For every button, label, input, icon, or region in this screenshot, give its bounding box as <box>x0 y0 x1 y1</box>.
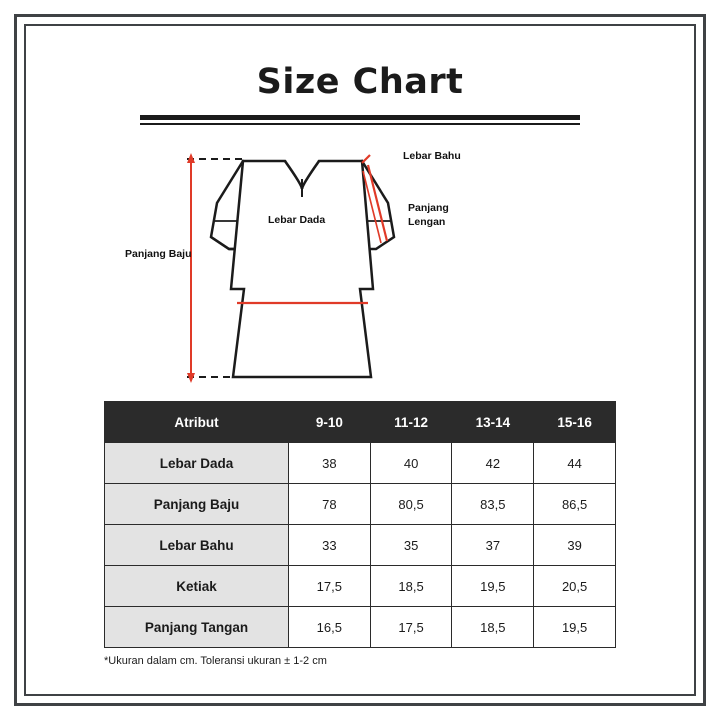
title-divider <box>140 115 580 125</box>
cell-lebar-dada-15-16: 44 <box>534 443 616 484</box>
table-row <box>105 484 616 525</box>
size-table-head <box>105 402 616 443</box>
cell-panjang-baju-13-14: 83,5 <box>452 484 534 525</box>
cell-panjang-baju-15-16: 86,5 <box>534 484 616 525</box>
label-panjang-lengan-2: Lengan <box>408 216 446 228</box>
table-row <box>105 607 616 648</box>
label-panjang-baju: Panjang Baju <box>125 248 192 260</box>
cell-panjang-tangan-11-12: 17,5 <box>370 607 452 648</box>
label-panjang-lengan-1: Panjang <box>408 202 449 214</box>
cell-ketiak-13-14: 19,5 <box>452 566 534 607</box>
cell-panjang-tangan-13-14: 18,5 <box>452 607 534 648</box>
label-lebar-bahu: Lebar Bahu <box>403 150 461 162</box>
row-label-ketiak: Ketiak <box>105 566 289 607</box>
header-attribute: Atribut <box>105 402 289 443</box>
cell-lebar-dada-13-14: 42 <box>452 443 534 484</box>
row-label-lebar-bahu: Lebar Bahu <box>105 525 289 566</box>
cell-lebar-bahu-11-12: 35 <box>370 525 452 566</box>
row-label-panjang-baju: Panjang Baju <box>105 484 289 525</box>
size-table <box>104 401 616 648</box>
table-row <box>105 443 616 484</box>
label-lebar-dada: Lebar Dada <box>268 214 326 226</box>
cell-lebar-bahu-9-10: 33 <box>288 525 370 566</box>
header-size-9-10: 9-10 <box>288 402 370 443</box>
cell-panjang-tangan-15-16: 19,5 <box>534 607 616 648</box>
header-size-11-12: 11-12 <box>370 402 452 443</box>
header-size-13-14: 13-14 <box>452 402 534 443</box>
row-label-panjang-tangan: Panjang Tangan <box>105 607 289 648</box>
cell-lebar-dada-11-12: 40 <box>370 443 452 484</box>
cell-panjang-baju-9-10: 78 <box>288 484 370 525</box>
table-row <box>105 525 616 566</box>
size-table-body <box>105 443 616 648</box>
shoulder-width-measure-line <box>362 155 370 163</box>
cell-ketiak-11-12: 18,5 <box>370 566 452 607</box>
measurement-note: *Ukuran dalam cm. Toleransi ukuran ± 1-2 cm <box>104 655 327 667</box>
size-table-container <box>34 401 686 667</box>
table-header-row <box>105 402 616 443</box>
row-label-lebar-dada: Lebar Dada <box>105 443 289 484</box>
cell-ketiak-9-10: 17,5 <box>288 566 370 607</box>
cell-panjang-tangan-9-10: 16,5 <box>288 607 370 648</box>
cell-panjang-baju-11-12: 80,5 <box>370 484 452 525</box>
title-divider-thin <box>140 123 580 125</box>
garment-diagram <box>34 131 686 399</box>
cell-lebar-bahu-13-14: 37 <box>452 525 534 566</box>
cell-ketiak-15-16: 20,5 <box>534 566 616 607</box>
cell-lebar-bahu-15-16: 39 <box>534 525 616 566</box>
page-title: Size Chart <box>256 62 464 102</box>
title-divider-thick <box>140 115 580 120</box>
header-size-15-16: 15-16 <box>534 402 616 443</box>
cell-lebar-dada-9-10: 38 <box>288 443 370 484</box>
page-content <box>34 34 686 686</box>
garment-illustration <box>125 131 595 397</box>
table-row <box>105 566 616 607</box>
